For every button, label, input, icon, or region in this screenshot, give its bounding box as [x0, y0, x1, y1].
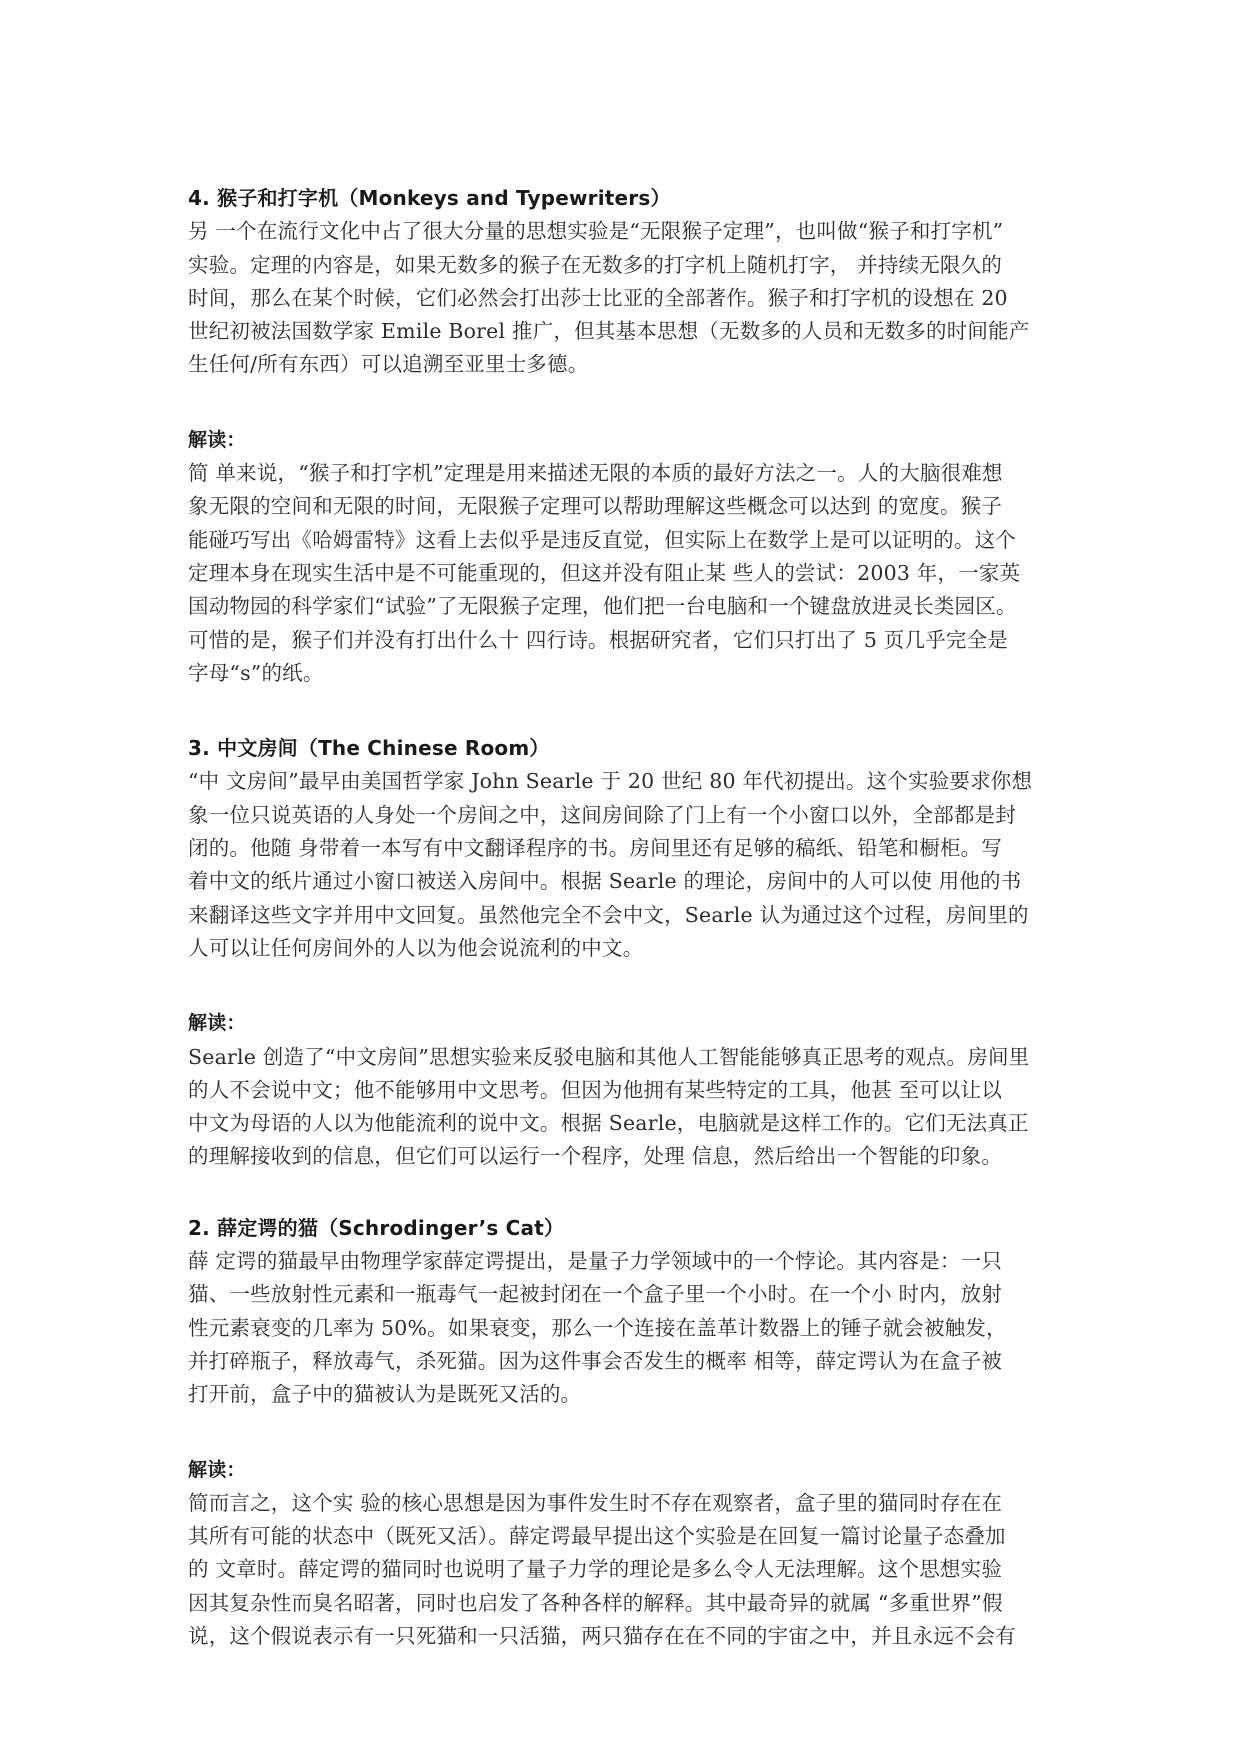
section-body [188, 765, 1068, 965]
body-line: 并打碎瓶子，释放毒气，杀死猫。因为这件事会否发生的概率 相等，薛定谔认为在盒子被 [188, 1348, 1003, 1373]
body-line: 打开前，盒子中的猫被认为是既死又活的。 [188, 1382, 582, 1407]
interpretation-label: 解读： [188, 428, 246, 451]
body-line: 着中文的纸片通过小窗口被送入房间中。根据 Searle 的理论，房间中的人可以使 用他的书 [188, 869, 1022, 894]
body-line: 人可以让任何房间外的人以为他会说流利的中文。 [188, 935, 644, 960]
body-line: 简 单来说，“猴子和打字机”定理是用来描述无限的本质的最好方法之一。人的大脑很难想 [188, 461, 1003, 486]
section-schrodingers-cat [188, 1212, 1068, 1654]
body-line: 象无限的空间和无限的时间，无限猴子定理可以帮助理解这些概念可以达到 的宽度。猴子 [188, 494, 1003, 519]
section-monkeys-typewriters [188, 182, 1068, 690]
body-line: 简而言之，这个实 验的核心思想是因为事件发生时不存在观察者，盒子里的猫同时存在在 [188, 1490, 1003, 1515]
section-heading: 4. 猴子和打字机（Monkeys and Typewriters） [188, 186, 671, 210]
section-chinese-room [188, 732, 1068, 1174]
body-line: 猫、一些放射性元素和一瓶毒气一起被封闭在一个盒子里一个小时。在一个小 时内，放射 [188, 1282, 1003, 1307]
body-line: 定理本身在现实生活中是不可能重现的，但这并没有阻止某 些人的尝试：2003 年，一家英 [188, 560, 1021, 585]
body-line: 闭的。他随 身带着一本写有中文翻译程序的书。房间里还有足够的稿纸、铅笔和橱柜。写 [188, 836, 1003, 861]
section-body [188, 1245, 1068, 1411]
body-line: 薛 定谔的猫最早由物理学家薛定谔提出，是量子力学领域中的一个悖论。其内容是：一只 [188, 1249, 1003, 1274]
section-body [188, 215, 1068, 381]
body-line: 象一位只说英语的人身处一个房间之中，这间房间除了门上有一个小窗口以外，全部都是封 [188, 802, 1016, 827]
section-heading: 2. 薛定谔的猫（Schrodinger’s Cat） [188, 1215, 565, 1240]
interpretation-label: 解读： [188, 1012, 246, 1035]
body-line: Searle 创造了“中文房间”思想实验来反驳电脑和其他人工智能能够真正思考的观点。房间里 [188, 1044, 1030, 1069]
body-line: 的理解接收到的信息，但它们可以运行一个程序，处理 信息，然后给出一个智能的印象。 [188, 1144, 1003, 1169]
body-line: 说，这个假说表示有一只死猫和一只活猫，两只猫存在在不同的宇宙之中，并且永远不会有 [188, 1623, 1016, 1648]
interpretation-body [188, 1487, 1068, 1653]
body-line: 字母“s”的纸。 [188, 660, 324, 685]
body-line: 的 文章时。薛定谔的猫同时也说明了量子力学的理论是多么令人无法理解。这个思想实验 [188, 1557, 1003, 1582]
body-line: 另 一个在流行文化中占了很大分量的思想实验是“无限猴子定理”，也叫做“猴子和打字机” [188, 219, 1004, 244]
body-line: 时间，那么在某个时候，它们必然会打出莎士比亚的全部著作。猴子和打字机的设想在 20 [188, 285, 1008, 310]
section-heading: 3. 中文房间（The Chinese Room） [188, 736, 550, 761]
body-line: 因其复杂性而臭名昭著，同时也启发了各种各样的解释。其中最奇异的就属 “多重世界”假 [188, 1590, 1003, 1615]
body-line: 的人不会说中文；他不能够用中文思考。但因为他拥有某些特定的工具，他甚 至可以让以 [188, 1077, 1003, 1102]
body-line: 其所有可能的状态中（既死又活）。薛定谔最早提出这个实验是在回复一篇讨论量子态叠加 [188, 1524, 1006, 1549]
body-line: 世纪初被法国数学家 Emile Borel 推广，但其基本思想（无数多的人员和无数多的时间能产 [188, 319, 1030, 344]
body-line: 可惜的是，猴子们并没有打出什么十 四行诗。根据研究者，它们只打出了 5 页几乎完全是 [188, 627, 1008, 652]
document-page [188, 182, 1068, 1653]
interpretation-label: 解读： [188, 1458, 246, 1481]
body-line: 生任何/所有东西）可以追溯至亚里士多德。 [188, 352, 589, 377]
interpretation-body [188, 1041, 1068, 1174]
body-line: 性元素衰变的几率为 50%。如果衰变，那么一个连接在盖革计数器上的锤子就会被触发， [188, 1315, 1007, 1340]
body-line: 能碰巧写出《哈姆雷特》这看上去似乎是违反直觉，但实际上在数学上是可以证明的。这个 [188, 527, 1016, 552]
body-line: 国动物园的科学家们“试验”了无限猴子定理，他们把一台电脑和一个键盘放进灵长类园区。 [188, 594, 1017, 619]
interpretation-body [188, 457, 1068, 690]
body-line: 中文为母语的人以为他能流利的说中文。根据 Searle，电脑就是这样工作的。它们无法真正 [188, 1111, 1029, 1136]
body-line: 实验。定理的内容是，如果无数多的猴子在无数多的打字机上随机打字， 并持续无限久的 [188, 252, 1003, 277]
body-line: 来翻译这些文字并用中文回复。虽然他完全不会中文，Searle 认为通过这个过程，房间里的 [188, 902, 1029, 927]
body-line: “中 文房间”最早由美国哲学家 John Searle 于 20 世纪 80 年代初提出。这个实验要求你想 [188, 769, 1033, 794]
